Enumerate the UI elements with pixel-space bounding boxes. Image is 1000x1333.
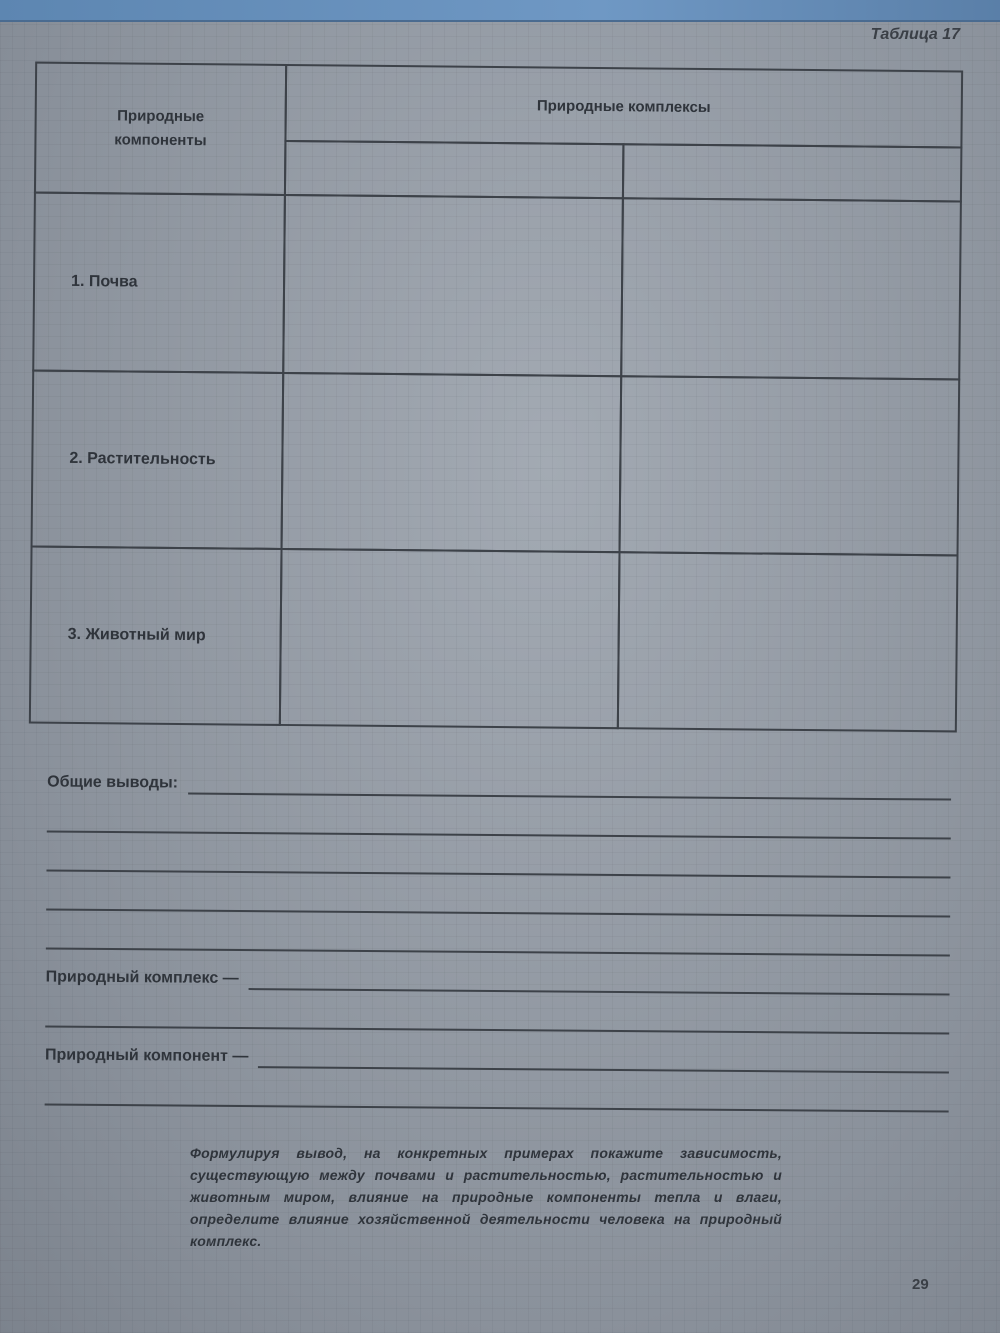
top-color-band bbox=[0, 0, 1000, 22]
row-soil-complex-1-cell[interactable] bbox=[282, 194, 624, 377]
instruction-text: Формулируя вывод, на конкретных примерах покажите зависимость, существующую между почвами и растительностью, растительностью и животным миром, влияние на природные компоненты тепла и влаги, определите влияние хозяйственной деятельности человека на природный комплекс. bbox=[190, 1145, 782, 1249]
page-number: 29 bbox=[912, 1276, 929, 1293]
row-vegetation-label: 2. Растительность bbox=[69, 449, 216, 469]
row-animals-label: 3. Животный мир bbox=[67, 625, 206, 645]
answer-line-row[interactable] bbox=[45, 988, 949, 1034]
row-animals-complex-1-cell[interactable] bbox=[279, 548, 621, 729]
general-conclusions-label: Общие выводы: bbox=[47, 773, 179, 792]
complex-1-header-cell[interactable] bbox=[284, 140, 625, 199]
complex-2-header-cell[interactable] bbox=[622, 143, 963, 202]
header-complexes-cell bbox=[284, 64, 963, 149]
complex-definition-label: Природный комплекс — bbox=[45, 968, 239, 987]
row-vegetation-label-cell bbox=[31, 370, 285, 550]
row-animals-label-cell bbox=[29, 546, 283, 726]
component-definition-label: Природный компонент — bbox=[44, 1046, 249, 1066]
header-components-label: Природные компоненты bbox=[114, 107, 207, 150]
row-soil-label-cell bbox=[32, 192, 286, 374]
header-complexes-label: Природные комплексы bbox=[536, 96, 711, 116]
answer-line-row[interactable] bbox=[45, 1066, 949, 1112]
answer-line[interactable] bbox=[45, 986, 949, 1034]
conclusions-section bbox=[45, 754, 952, 1112]
table-caption: Таблица 17 bbox=[870, 26, 960, 43]
row-animals-complex-2-cell[interactable] bbox=[617, 551, 959, 732]
answer-line[interactable] bbox=[46, 908, 950, 956]
answer-line-row[interactable] bbox=[46, 910, 950, 956]
row-vegetation-complex-2-cell[interactable] bbox=[619, 375, 961, 556]
header-components-cell bbox=[34, 62, 287, 196]
answer-line[interactable] bbox=[45, 1064, 949, 1112]
row-vegetation-complex-1-cell[interactable] bbox=[281, 372, 623, 553]
natural-complexes-table bbox=[29, 62, 963, 733]
row-soil-label: 1. Почва bbox=[71, 272, 138, 291]
row-soil-complex-2-cell[interactable] bbox=[620, 197, 962, 380]
